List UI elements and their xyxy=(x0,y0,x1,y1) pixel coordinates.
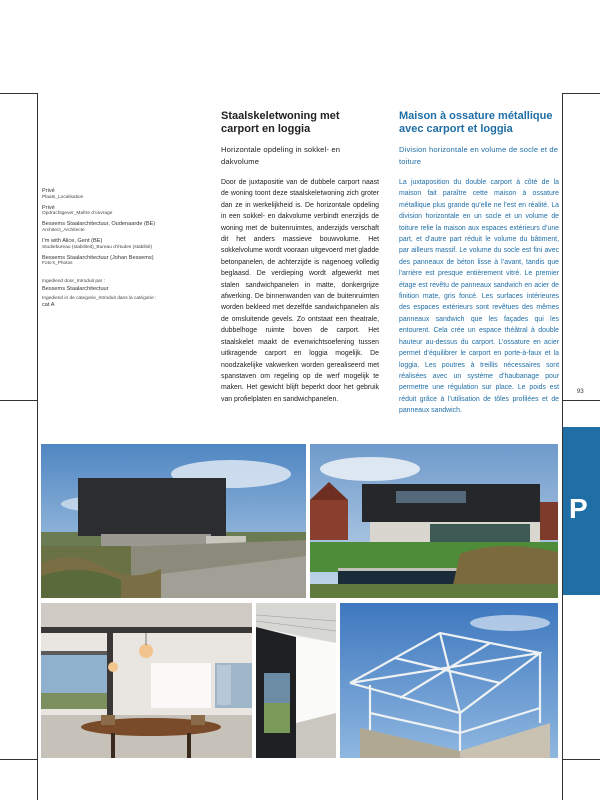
french-title: Maison à ossature métallique avec carport et loggia xyxy=(399,110,553,135)
french-article xyxy=(399,110,559,417)
dutch-title: Staalskeletwoning met carport en loggia xyxy=(221,110,340,135)
photo-carport-exterior xyxy=(41,444,306,598)
bottom-rule-right xyxy=(562,759,600,760)
mid-rule-left xyxy=(0,400,37,401)
credit-submitted-by: Ingediend door_Introduit par : Bessems Staalarchitectuur xyxy=(42,278,109,292)
dutch-subtitle: Horizontale opdeling in sokkel- en dakvolume xyxy=(221,145,341,166)
credit-category: Ingediend in de categorie_Introduit dans la catégorie : cat A xyxy=(42,295,157,309)
section-tab-letter: P xyxy=(569,493,588,524)
bottom-rule-left xyxy=(0,759,37,760)
page-number: 93 xyxy=(577,389,584,395)
top-rule-right xyxy=(562,93,600,94)
photo-interior-dining xyxy=(41,603,252,758)
top-rule-left xyxy=(0,93,37,94)
left-column-rule xyxy=(37,93,38,800)
section-tab xyxy=(563,427,600,595)
credit-client: Privé Opdrachtgever_Maître d’ouvrage xyxy=(42,204,113,217)
mid-rule-right xyxy=(562,400,600,401)
credit-engineer: I’m with Alice, Gent (BE) Studiebureau (stabiliteit)_Bureau d’études (stabilité) xyxy=(42,238,153,250)
photo-garden-pool xyxy=(310,444,558,598)
credit-location: Privé Plaats_Localisation xyxy=(42,188,84,200)
photo-loggia-detail xyxy=(256,603,336,758)
dutch-body: Door de juxtapositie van de dubbele carport naast de woning toont deze staalskeletwoning zich groter dan ze in werkelijkheid is. De horizontale opdeling in een sokkel- en dakvolume verbindt enerzijds de woning met de buitenruimtes, anderzijds verschaft dit het anders massieve bouwvolume. Het sokkelvolume wordt vooraan uitgevoerd met gladde betonpanelen, de achterzijde is nagenoeg volledig beglaasd. De verdieping wordt afgewerkt met stalen sandwichpanelen in matte, donkergrijze afwerking. De binnenwanden van de buitenruimten worden bekleed met dezelfde sandwichpanelen als de omsluitende gevels. Zo ontstaat een theatrale, dubbelhoge ruimte boven de carport. Het staalskelet maakt de evenwichtsoefening tussen uitkragende carport en loggia mogelijk. De noodzakelijke vakwerken worden gerealiseerd met spanstaven om regeling op de werf mogelijk te maken. Het gewicht blijft beperkt door het gebruik van profielplaten en sandwichpanelen. xyxy=(221,179,379,403)
dutch-article xyxy=(221,110,379,405)
credit-photos: Bessems Staalarchitectuur (Johan Bessems) Foto’s_Photos xyxy=(42,254,154,267)
project-credits xyxy=(42,188,212,312)
french-body: La juxtaposition du double carport à côté de la maison fait paraître cette maison à ossature métallique plus grande qu’elle ne l’est en réalité. La division horizontale en un socle et un volume de toiture relie la maison aux espaces extérieurs d’une part, et d’autre part réduit le volume du bâtiment, par ailleurs massif. Le volume du socle est fini avec des panneaux de béton lisse à l’avant, tandis que l’arrière est presque entièrement vitré. Le premier étage est revêtu de panneaux sandwich en acier de finition mate, gris foncé. Les surfaces intérieures des espaces extérieurs sont revêtues des mêmes panneaux sandwich que les façades qui les entourent. Cela crée un espace théâtral à double hauteur au-dessus du carport. L’ossature en acier permet d’équilibrer le carport en porte-à-faux et la loggia. Les poutres à treillis nécessaires sont réalisées avec un système d’haubanage pour permettre une régulation sur place. Le poids est réduit grâce à l’utilisation de tôles profilées et de panneaux sandwich. xyxy=(399,179,559,415)
french-subtitle: Division horizontale en volume de socle et de toiture xyxy=(399,145,559,166)
credit-architect: Bessems Staalarchitectuur, Oudenaarde (BE) Architect_Architecte xyxy=(42,221,156,233)
photo-steel-frame xyxy=(340,603,558,758)
